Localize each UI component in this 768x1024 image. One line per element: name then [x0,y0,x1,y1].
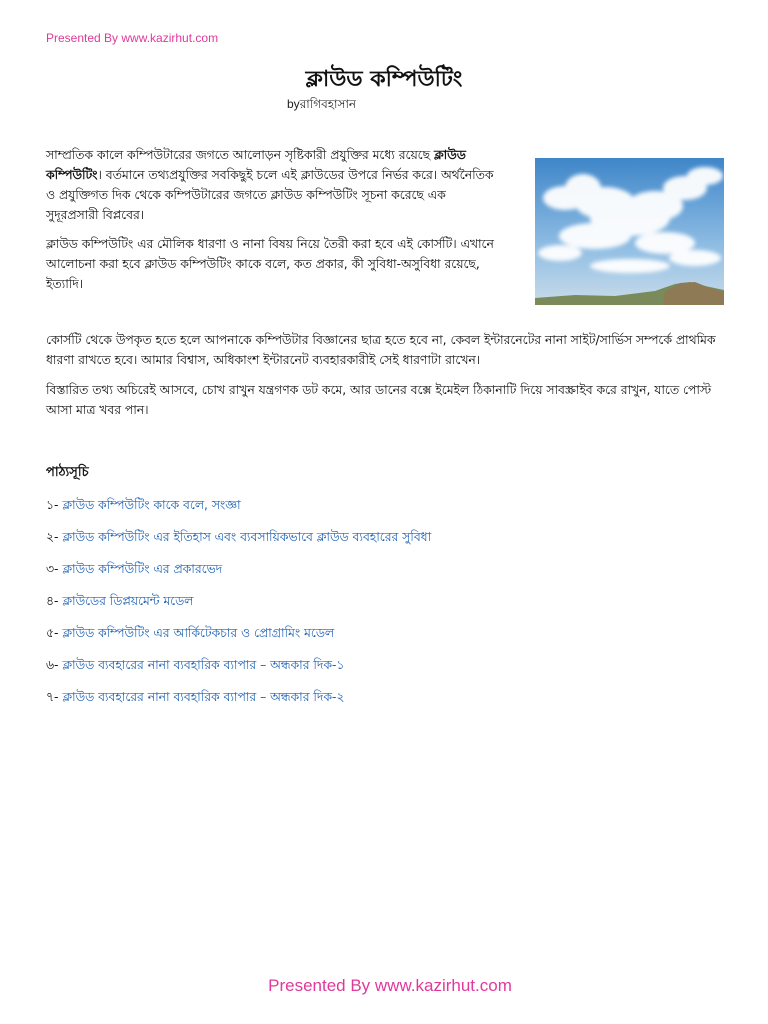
toc-item-link[interactable]: ক্লাউড কম্পিউটিং এর ইতিহাস এবং ব্যবসায়িকভাবে ক্লাউড ব্যবহারের সুবিধা [62,530,432,544]
author-name: রাগিবহাসান [299,97,357,111]
toc-item [46,526,431,558]
toc-item-number: ৭- [46,690,63,704]
toc-item-number: ৪- [46,594,63,608]
toc-item [46,686,431,718]
toc-item-number: ৫- [46,626,63,640]
toc-item-number: ১- [46,498,63,512]
paragraph-course-overview: ক্লাউড কম্পিউটিং এর মৌলিক ধারণা ও নানা বিষয় নিয়ে তৈরী করা হবে এই কোর্সটি। এখানে আলোচনা করা হবে ক্লাউড কম্পিউটিং কাকে বলে, কত প্রকার, কী সুবিধা-অসুবিধা রয়েছে, ইত্যাদি। [46,237,494,291]
intro-bold-term: ক্লাউড কম্পিউটিং [46,148,466,182]
paragraph-prerequisites: কোর্সটি থেকে উপকৃত হতে হলে আপনাকে কম্পিউটার বিজ্ঞানের ছাত্র হতে হবে না, কেবল ইন্টারনেটের নানা সাইট/সার্ভিস সম্পর্কে প্রাথমিক ধারণা রাখতে হবে। আমার বিশ্বাস, অধিকাংশ ইন্টারনেট ব্যবহারকারীই সেই ধারণাটা রাখেন। [46,333,716,367]
toc-item [46,622,431,654]
toc-item [46,590,431,622]
toc-list [46,494,431,718]
page-title: ক্লাউড কম্পিউটিং [305,67,463,92]
toc-item-number: ৩- [46,562,63,576]
byline [287,96,356,116]
toc-item-link[interactable]: ক্লাউড কম্পিউটিং এর আর্কিটেকচার ও প্রোগ্রামিং মডেল [62,626,335,640]
cloud-sky-image [535,158,724,305]
toc-item [46,654,431,686]
paragraph-subscribe: বিস্তারিত তথ্য অচিরেই আসবে, চোখ রাখুন যন্ত্রগণক ডট কমে, আর ডানের বক্সে ইমেইল ঠিকানাটি দিয়ে সাবস্ক্রাইব করে রাখুন, যাতে পোস্ট আসা মাত্র খবর পান। [46,383,712,417]
toc-item-link[interactable]: ক্লাউড ব্যবহারের নানা ব্যবহারিক ব্যাপার – অন্ধকার দিক-২ [62,690,345,704]
toc-item-link[interactable]: ক্লাউড ব্যবহারের নানা ব্যবহারিক ব্যাপার – অন্ধকার দিক-১ [62,658,345,672]
toc-item-number: ৬- [46,658,63,672]
toc-item [46,558,431,590]
intro-text-1: সাম্প্রতিক কালে কম্পিউটারের জগতে আলোড়ন সৃষ্টিকারী প্রযুক্তির মধ্যে রয়েছে [46,148,434,162]
toc-item-link[interactable]: ক্লাউড কম্পিউটিং কাকে বলে, সংজ্ঞা [62,498,241,512]
toc-item-link[interactable]: ক্লাউডের ডিপ্লয়মেন্ট মডেল [62,594,194,608]
footer-credit: Presented By www.kazirhut.com [268,976,512,995]
intro-paragraph [46,145,501,225]
intro-text-2: । বর্তমানে তথ্যপ্রযুক্তির সবকিছুই চলে এই ক্লাউডের উপরে নির্ভর করে। অর্থনৈতিক ও প্রযুক্তিগত দিক থেকে কম্পিউটারের জগতে ক্লাউড কম্পিউটিং সূচনা করেছে এক সুদূরপ্রসারী বিপ্লবের। [46,168,494,222]
toc-heading: পাঠ্যসূচি [46,465,89,480]
toc-item [46,494,431,526]
header-credit: Presented By www.kazirhut.com [46,31,219,45]
byline-prefix: by [287,97,300,111]
toc-item-link[interactable]: ক্লাউড কম্পিউটিং এর প্রকারভেদ [62,562,223,576]
toc-item-number: ২- [46,530,63,544]
